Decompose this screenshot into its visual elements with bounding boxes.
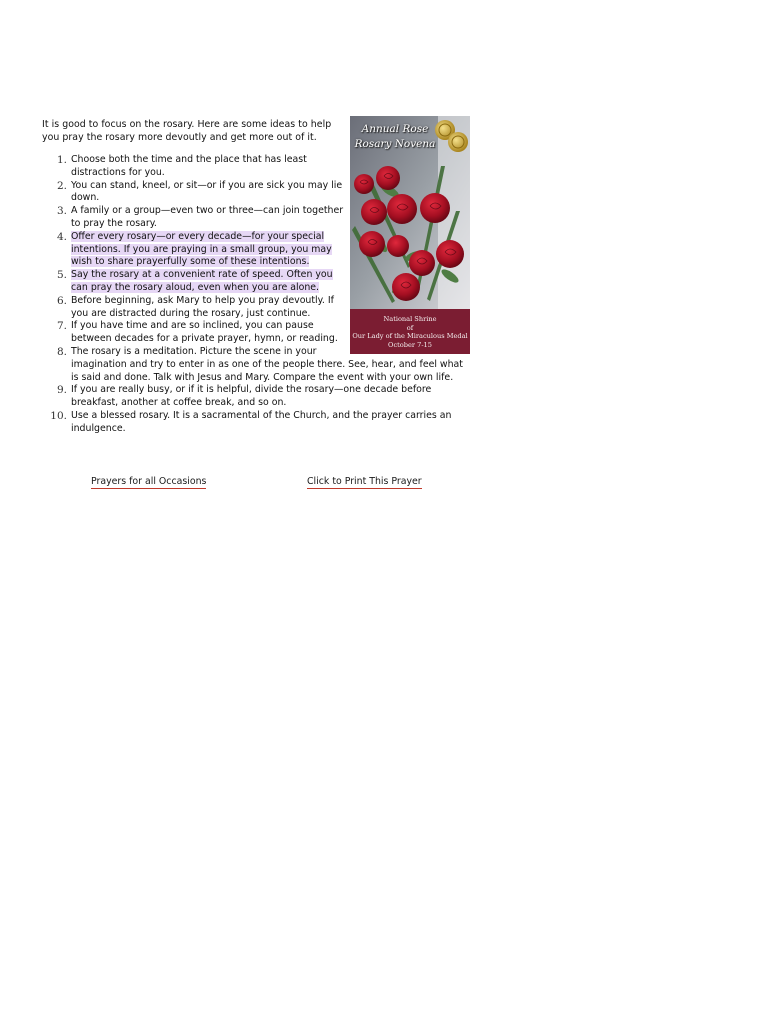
tip-number: 7.: [56, 320, 67, 333]
rosary-tips-list: [42, 154, 470, 436]
intro-paragraph: It is good to focus on the rosary. Here are some ideas to help you pray the rosary more devoutly and get more out of it.: [42, 119, 332, 143]
tip-number: 4.: [56, 230, 67, 243]
tip-item: [42, 154, 470, 180]
tip-item: [42, 205, 470, 231]
banner-line: Our Lady of the Miraculous Medal: [352, 332, 468, 341]
banner-line: National Shrine: [383, 315, 437, 323]
tip-text: You can stand, kneel, or sit—or if you are sick you may lie down.: [71, 179, 343, 204]
tip-number: 10.: [50, 409, 67, 422]
tip-text: If you have time and are so inclined, you can pause between decades for a private prayer, hymn, or reading.: [71, 320, 338, 345]
tip-text: Choose both the time and the place that has least distractions for you.: [71, 154, 307, 178]
tip-item: [42, 231, 470, 269]
banner-line: of: [406, 323, 414, 332]
poster-title: Annual Rose Rosary Novena: [354, 123, 436, 150]
prayers-for-all-occasions-link[interactable]: Prayers for all Occasions: [91, 476, 207, 487]
tip-item: [42, 180, 470, 206]
tip-text: Use a blessed rosary. It is a sacramental of the Church, and the prayer carries an indulgence.: [71, 409, 452, 434]
tip-text: Offer every rosary—or every decade—for your special intentions. If you are praying in a small group, you may wish to share prayerfully some of these intentions.: [71, 230, 332, 268]
tip-number: 6.: [56, 294, 67, 307]
tip-number: 9.: [56, 384, 67, 397]
tip-number: 2.: [56, 179, 67, 192]
tip-item: [42, 269, 470, 295]
tip-number: 5.: [56, 269, 67, 282]
tip-item: [42, 384, 470, 410]
tip-item: [42, 410, 470, 436]
tip-text: A family or a group—even two or three—can join together to pray the rosary.: [71, 205, 344, 229]
tip-text: The rosary is a meditation. Picture the scene in your imagination and try to enter in as one of the people there. See, hear, and feel what is said and done. Talk with Jesus and Mary. Compare the event with your own life.: [71, 345, 463, 383]
tip-number: 3.: [56, 205, 67, 218]
tip-item: [42, 295, 470, 321]
tip-text: If you are really busy, or if it is helpful, divide the rosary—one decade before breakfast, another at coffee break, and so on.: [71, 384, 432, 409]
tip-text: Before beginning, ask Mary to help you pray devoutly. If you are distracted during the rosary, just continue.: [71, 294, 334, 319]
tip-item: [42, 346, 470, 384]
tip-number: 8.: [56, 345, 67, 358]
article: [42, 116, 470, 436]
tip-item: [42, 320, 470, 346]
tip-number: 1.: [56, 154, 67, 166]
banner-line: October 7-15: [388, 340, 432, 349]
tip-text: Say the rosary at a convenient rate of speed. Often you can pray the rosary aloud, even when you are alone.: [71, 269, 333, 293]
print-prayer-link[interactable]: Click to Print This Prayer: [307, 476, 422, 487]
